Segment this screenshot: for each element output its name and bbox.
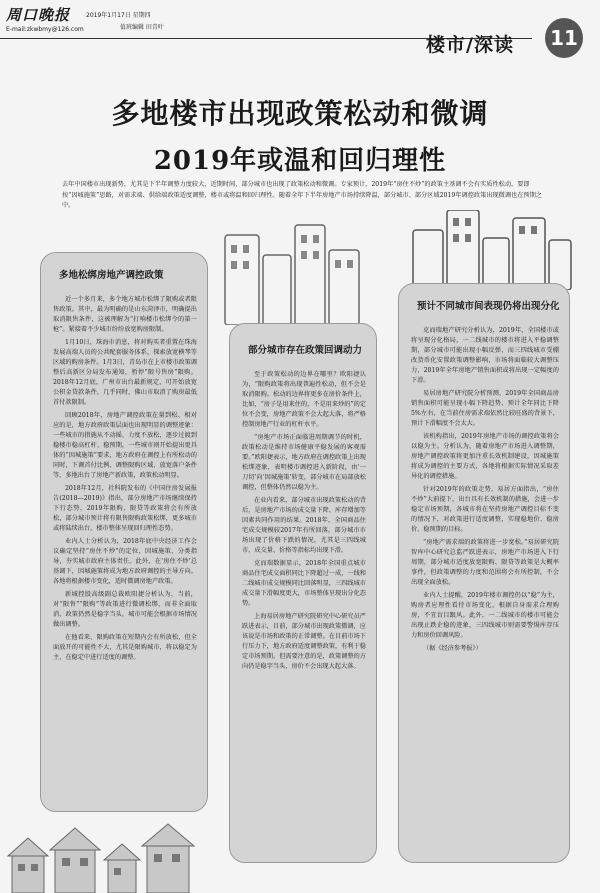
paragraph: 至于政策松动的边界在哪里？欧阳捷认为，“限购政策将出现普遍性松动，但不会是取消限购。松动的边界将更多在房价条件上，比如，“房子是用来住的，不是用来炒的”的定位不会变，房地产政策不会大起大落，将严格控制房地产行业的杠杆水平。 (242, 371, 366, 428)
issue-date: 2019年1月17日 星期四 (86, 12, 151, 19)
paragraph: 克而瑞地产研究分析认为，2019年，全国楼市或将呈现分化格局，一二线城市的楼市将进入平稳调整期，部分城市可能出现小幅反弹，而三四线城市受棚改货币化安置政策调整影响，市场将面临较大调整压力，2019年全年房地产销售面积或将出现一定幅度的下滑。 (411, 327, 559, 384)
paragraph: 该机构指出，2019年房地产市场的调控政策将会以稳为主。分析认为，随着房地产市场进入调整期，房地产调控政策将更加注重长效机制建设，因城施策将成为调控的主要方式，各地将根据实际情况采取差异化的调控措施。 (411, 433, 559, 480)
paragraph: “房地产需求端的政策将进一步宽松。”易居研究院智库中心研究总监严跃进表示，房地产市场进入下行周期，部分城市适度放宽限购、限贷等政策是大概率事件，但政策调整的力度和范围将会有所控制，不会出现全面放松。 (411, 539, 559, 586)
paragraph: （据《经济参考报》） (423, 645, 482, 652)
paragraph: 上海易居房地产研究院研究中心研究员严跃进表示，目前，部分城市出现政策微调，应该说是市场和政策的正常调整。在目前市场下行压力下，地方政府适度调整政策，有利于稳定市场预期。但需要注意的是，政策调整的方向仍是稳字当头，房价不会出现大起大落。 (242, 613, 366, 670)
headline-line-1: 多地楼市出现政策松动和微调 (111, 97, 489, 130)
paragraph: 2018年12月，社科院发布的《中国住房发展报告(2018—2019)》指出，部分房地产市场继续保持下行态势，2019年限购、限贷等政策将会有所放松，部分城市预计将有限售限购政策松绑，更多城市或将陆续出台，楼市整体呈现回归理性态势。 (53, 485, 197, 532)
headline-line-2: 2019年或温和回归理性 (153, 146, 447, 176)
column-2-title: 部分城市存在政策回调动力 (248, 345, 363, 356)
email-address: E-mail:zkwbmy@126.com (6, 26, 84, 33)
column-2-panel (229, 323, 377, 863)
column-1-body (53, 295, 197, 663)
section-title: 楼市/深读 (426, 34, 514, 56)
paragraph: 新城控股高级副总裁欧阳捷分析认为，当前，对“限售”“限购”等政策进行微调松绑，而非全面取消，政策仍然是稳字当头，城市可能会根据市场情况做出调整。 (53, 591, 197, 628)
paragraph: 回顾2018年，房地产调控政策在量到松、相对应的是，地方政府政策层面也出现明显的调整迹象：一些城市的措施从不动摇、力度不放松，逐步过渡到稳楼市稳高杠杆、稳预期，一些城市则开始提出更具体的“因城施策”要求，地方政府在调控上有所松动的同时，下调首付比例、调整限购区域、放宽落户条件等，多地出台了房地产新政策，政策松动明显。 (53, 412, 197, 479)
newspaper-logo: 周口晚报 (6, 6, 71, 24)
column-1-title: 多地松绑房地产调控政策 (59, 270, 164, 281)
paragraph: 针对2019年的政策走势，易居方面指出，“房住不炒”大前提下，出台具有长效机制的措施，会进一步稳定市场预期，各城市将在坚持房地产调控目标不变的情况下，对政策进行适度调整，实现稳地价、稳房价、稳预期的目标。 (411, 486, 559, 533)
paragraph: 业内人士分析认为，2018年底中央经济工作会议确定坚持“房住不炒”的定位，因城施策、分类指导，夯实城市政府主体责任。此外，在‘房住不炒’总基调下，因城施策将成为地方政府调控的主导方向。各地将根据楼市变化，适时微调房地产政策。 (53, 538, 197, 585)
column-2-body (242, 370, 366, 672)
paragraph: 业内人士提醒，2019年楼市调控仍以“稳”为主，购房者应理性看待市场变化，根据自身需求合理购房，不宜盲目跟风。此外，一二线城市的楼市可能会出现止跌企稳的迹象，三四线城市则需要警惕库存压力和房价回调风险。 (411, 592, 559, 639)
paragraph: 1月10日，珠海市消息，将对购买者重置在珠海发展高端人员的公共配套服务体系，探索放宽横琴等区域的购房条件。1月3日，青岛市在上市楼市政策调整后高新区分局发布通知，暂停“限号售房”限购。2018年12月底，广州市出台最新规定，可开始放宽公积金贷款条件，几乎同时，佛山市取消了购房最低首付款限制。 (53, 339, 197, 406)
paragraph: 在业内看来，部分城市出现政策松动的背后，是房地产市场的成交量下降、库存增加等因素共同作用的结果。2018年，全国商品住宅成交规模较2017年有所回落，部分城市市场出现了价格下跌的情况，尤其是三四线城市，成交量、价格等指标均出现下滑。 (242, 497, 366, 554)
paragraph: 在他看来，限购政策在短期内会有所放松，但全面放开的可能性不大，尤其是限购城市，将以稳定为主，在稳定中进行适度的调整。 (53, 634, 197, 661)
skyline-illustration-right (405, 210, 575, 290)
paragraph: 易居房地产研究院分析预测，2019年全国商品房销售面积可能呈现小幅下降趋势，预计全年同比下降5%左右，在当前住房需求端依然比较旺盛的背景下，预计下滑幅度不会太大。 (411, 390, 559, 427)
paragraph: 克而瑞数据显示，2018年全国重点城市商品住宅成交面积同比下降超过一成，一线和二线城市成交规模同比回落明显，三四线城市成交量下滑幅度更大，市场整体呈现出分化态势。 (242, 560, 366, 607)
page-number-badge: 11 (545, 18, 583, 58)
column-1-panel (40, 252, 208, 812)
lead-paragraph: 去年中国楼市出现新势，尤其是下半年调整力度较大，近期时间，部分城市也出现了政策松动和微调。专家预计，2019年“房住不炒”的政策主基调不会有实质性松动，要即按“因城施策”思路，对需求端、供给端政策适度调整，楼市或将温和回归理性。随着全年下半年房地产市场持续降温，部分城市、部分区域2019年调控政策出现微调也在预期之中。 (62, 181, 542, 209)
page-header (0, 0, 600, 56)
column-3-panel (398, 283, 570, 863)
paragraph: 近一个多月来，多个地方城市松绑了限购或者限售政策。其中，最为明确的是山东菏泽市，明确提出取消限售条件，这被理解为“打响楼市松绑令的第一枪”。紧接着不少城市纷纷放宽购房限制。 (53, 296, 197, 333)
skyline-illustration-center (205, 205, 375, 325)
column-3-title: 预计不同城市间表现仍将出现分化 (417, 301, 560, 312)
paragraph: “房地产市场正面临进周期调节的时机，政策松动是维持市场健康平稳发展的客观需要。”欧阳捷表示，地方政府在调控政策上出现松绑迹象，表明楼市调控进入新阶段，由‘一刀切’向‘因城施策’转变，部分城市在局部放松调控，但整体仍然以稳为主。 (242, 434, 366, 491)
houses-illustration (0, 816, 210, 893)
editor-credit: 值班编辑 田青叶 (120, 24, 164, 31)
column-3-body (411, 326, 559, 654)
